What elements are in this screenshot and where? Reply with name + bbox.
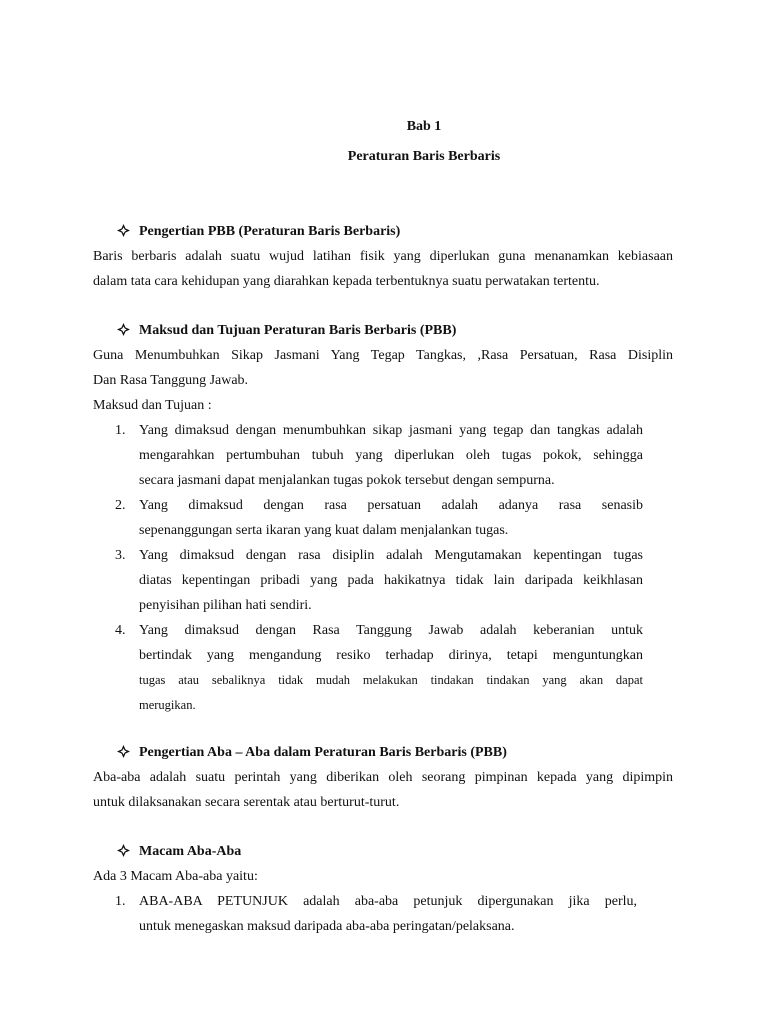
section-pengertian-aba-aba <box>93 740 673 815</box>
list-item <box>93 889 673 939</box>
list-item <box>93 493 673 543</box>
list-item-line: penyisihan pilihan hati sendiri. <box>139 598 312 613</box>
list-number: 1. <box>115 894 126 909</box>
list-item-line: mengarahkan pertumbuhan tubuh yang diperlukan oleh tugas pokok, sehingga <box>139 448 643 463</box>
list-item-line: Yang dimaksud dengan menumbuhkan sikap jasmani yang tegap dan tangkas adalah <box>139 423 643 438</box>
list-number: 4. <box>115 623 126 638</box>
section-heading-text: Macam Aba-Aba <box>139 844 242 859</box>
paragraph-line: Maksud dan Tujuan : <box>93 398 212 413</box>
list-item-line: diatas kepentingan pribadi yang pada hakikatnya tidak lain daripada keikhlasan <box>139 573 643 588</box>
numbered-list <box>93 889 673 939</box>
document-title: Peraturan Baris Berbaris <box>347 149 501 164</box>
list-item-line: bertindak yang mengandung resiko terhadap dirinya, tetapi menguntungkan <box>139 648 643 663</box>
section-heading <box>93 219 673 244</box>
paragraph-line: Ada 3 Macam Aba-aba yaitu: <box>93 869 258 884</box>
list-item-line: Yang dimaksud dengan rasa persatuan adalah adanya rasa senasib <box>139 498 643 513</box>
list-number: 3. <box>115 548 126 563</box>
list-item-line: sepenanggungan serta ikaran yang kuat dalam menjalankan tugas. <box>139 523 509 538</box>
paragraph-line: untuk dilaksanakan secara serentak atau berturut-turut. <box>93 795 400 810</box>
paragraph-line: Dan Rasa Tanggung Jawab. <box>93 373 249 388</box>
list-item-line: ABA-ABA PETUNJUK adalah aba-aba petunjuk dipergunakan jika perlu, <box>139 894 637 909</box>
chapter-label: Bab 1 <box>406 119 442 134</box>
diamond-bullet-icon <box>117 740 131 765</box>
paragraph-line: Guna Menumbuhkan Sikap Jasmani Yang Tegap Tangkas, ,Rasa Persatuan, Rasa Disiplin <box>93 348 673 363</box>
document-page <box>93 114 673 939</box>
list-item <box>93 543 673 618</box>
list-number: 2. <box>115 498 126 513</box>
section-macam-aba-aba <box>93 839 673 939</box>
section-maksud-tujuan <box>93 318 673 718</box>
list-item-line: untuk menegaskan maksud daripada aba-aba peringatan/pelaksana. <box>139 919 515 934</box>
list-item-line: Yang dimaksud dengan rasa disiplin adalah Mengutamakan kepentingan tugas <box>139 548 643 563</box>
section-heading <box>93 839 673 864</box>
diamond-bullet-icon <box>117 318 131 343</box>
diamond-bullet-icon <box>117 839 131 864</box>
list-item-line: Yang dimaksud dengan Rasa Tanggung Jawab adalah keberanian untuk <box>139 623 643 638</box>
list-item-line: secara jasmani dapat menjalankan tugas pokok tersebut dengan sempurna. <box>139 473 555 488</box>
list-item-line: merugikan. <box>139 698 196 712</box>
section-heading-text: Pengertian PBB (Peraturan Baris Berbaris) <box>139 224 401 239</box>
paragraph-line: Aba-aba adalah suatu perintah yang diberikan oleh seorang pimpinan kepada yang dipimpin <box>93 770 673 785</box>
section-pengertian-pbb <box>93 219 673 294</box>
diamond-bullet-icon <box>117 219 131 244</box>
section-heading <box>93 318 673 343</box>
numbered-list <box>93 418 673 718</box>
list-item <box>93 618 673 718</box>
list-item <box>93 418 673 493</box>
list-item-line: tugas atau sebaliknya tidak mudah melakukan tindakan tindakan yang akan dapat <box>139 673 643 687</box>
section-heading-text: Pengertian Aba – Aba dalam Peraturan Baris Berbaris (PBB) <box>139 745 507 760</box>
paragraph-line: dalam tata cara kehidupan yang diarahkan kepada terbentuknya suatu perwatakan tertentu. <box>93 274 600 289</box>
paragraph-line: Baris berbaris adalah suatu wujud latihan fisik yang diperlukan guna menanamkan kebiasaan <box>93 249 673 264</box>
list-number: 1. <box>115 423 126 438</box>
section-heading <box>93 740 673 765</box>
section-heading-text: Maksud dan Tujuan Peraturan Baris Berbaris (PBB) <box>139 323 457 338</box>
